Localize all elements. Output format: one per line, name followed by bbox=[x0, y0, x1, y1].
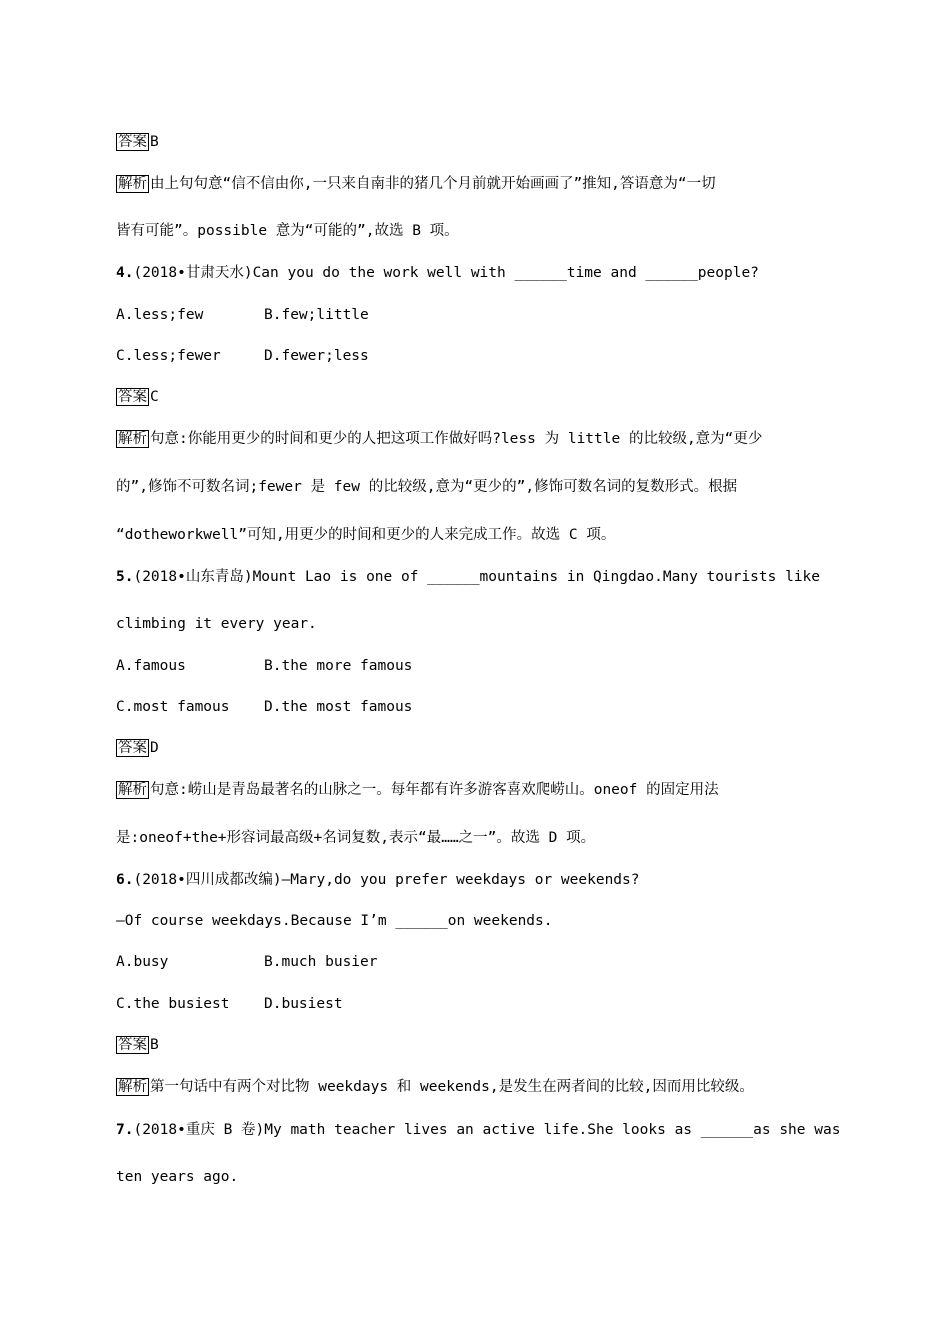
answer-label: 答案 bbox=[118, 1037, 147, 1053]
q5-options-ab bbox=[116, 657, 413, 675]
q5-analysis-line-1 bbox=[116, 781, 719, 799]
option-c: C.most famous bbox=[116, 699, 230, 715]
q3-analysis-line-1 bbox=[116, 175, 716, 193]
q5-stem-line-2: climbing it every year. bbox=[116, 616, 317, 632]
analysis-text: 句意:你能用更少的时间和更少的人把这项工作做好吗?less 为 little 的比较级,意为“更少 bbox=[150, 431, 763, 447]
analysis-text: 由上句句意“信不信由你,一只来自南非的猪几个月前就开始画画了”推知,答语意为“一切 bbox=[150, 176, 716, 192]
analysis-label: 解析 bbox=[118, 431, 147, 447]
q4-analysis-line-2: 的”,修饰不可数名词;fewer 是 few 的比较级,意为“更少的”,修饰可数名词的复数形式。根据 bbox=[116, 479, 738, 495]
q7-stem-line-2: ten years ago. bbox=[116, 1169, 239, 1185]
option-c: C.the busiest bbox=[116, 996, 230, 1012]
option-a: A.famous bbox=[116, 658, 186, 674]
option-d: D.busiest bbox=[264, 996, 343, 1012]
question-text: (2018•重庆 B 卷)My math teacher lives an active life.She looks as ______as she was bbox=[133, 1122, 841, 1138]
question-number: 4. bbox=[116, 265, 134, 281]
q6-options-cd bbox=[116, 995, 343, 1013]
option-b: B.the more famous bbox=[264, 658, 413, 674]
q5-options-cd bbox=[116, 698, 413, 716]
q4-options-cd bbox=[116, 347, 369, 365]
q6-stem-line-2: —Of course weekdays.Because I’m ______on weekends. bbox=[116, 913, 553, 929]
analysis-text: 句意:崂山是青岛最著名的山脉之一。每年都有许多游客喜欢爬崂山。oneof 的固定用法 bbox=[150, 782, 719, 798]
option-a: A.less;few bbox=[116, 307, 204, 323]
q5-stem-line-1 bbox=[116, 568, 820, 586]
q3-answer bbox=[116, 133, 159, 151]
q4-answer bbox=[116, 388, 159, 406]
answer-value: C bbox=[150, 389, 159, 405]
option-a: A.busy bbox=[116, 954, 169, 970]
q4-analysis-line-3: “dotheworkwell”可知,用更少的时间和更少的人来完成工作。故选 C 项。 bbox=[116, 527, 616, 543]
option-d: D.the most famous bbox=[264, 699, 413, 715]
analysis-text: 第一句话中有两个对比物 weekdays 和 weekends,是发生在两者间的比较,因而用比较级。 bbox=[150, 1079, 754, 1095]
answer-value: B bbox=[150, 134, 159, 150]
q6-analysis-line-1 bbox=[116, 1078, 754, 1096]
answer-value: D bbox=[150, 740, 159, 756]
analysis-label: 解析 bbox=[118, 176, 147, 192]
option-c: C.less;fewer bbox=[116, 348, 221, 364]
question-number: 5. bbox=[116, 569, 134, 585]
q3-analysis-line-2: 皆有可能”。possible 意为“可能的”,故选 B 项。 bbox=[116, 223, 459, 239]
q7-stem-line-1 bbox=[116, 1121, 840, 1139]
answer-label: 答案 bbox=[118, 740, 147, 756]
option-d: D.fewer;less bbox=[264, 348, 369, 364]
q4-options-ab bbox=[116, 306, 369, 324]
answer-label: 答案 bbox=[118, 134, 147, 150]
q6-stem-line-1 bbox=[116, 871, 640, 889]
question-text: (2018•山东青岛)Mount Lao is one of ______mountains in Qingdao.Many tourists like bbox=[133, 569, 821, 585]
question-text: (2018•甘肃天水)Can you do the work well with ______time and ______people? bbox=[133, 265, 759, 281]
option-b: B.much busier bbox=[264, 954, 378, 970]
q6-options-ab bbox=[116, 953, 378, 971]
q5-analysis-line-2: 是:oneof+the+形容词最高级+名词复数,表示“最……之一”。故选 D 项。 bbox=[116, 830, 596, 846]
question-text: (2018•四川成都改编)—Mary,do you prefer weekdays or weekends? bbox=[133, 872, 640, 888]
analysis-label: 解析 bbox=[118, 782, 147, 798]
analysis-label: 解析 bbox=[118, 1079, 147, 1095]
option-b: B.few;little bbox=[264, 307, 369, 323]
question-number: 6. bbox=[116, 872, 134, 888]
question-number: 7. bbox=[116, 1122, 134, 1138]
answer-value: B bbox=[150, 1037, 159, 1053]
q4-analysis-line-1 bbox=[116, 430, 762, 448]
answer-label: 答案 bbox=[118, 389, 147, 405]
q5-answer bbox=[116, 739, 159, 757]
q6-answer bbox=[116, 1036, 159, 1054]
q4-stem bbox=[116, 264, 759, 282]
